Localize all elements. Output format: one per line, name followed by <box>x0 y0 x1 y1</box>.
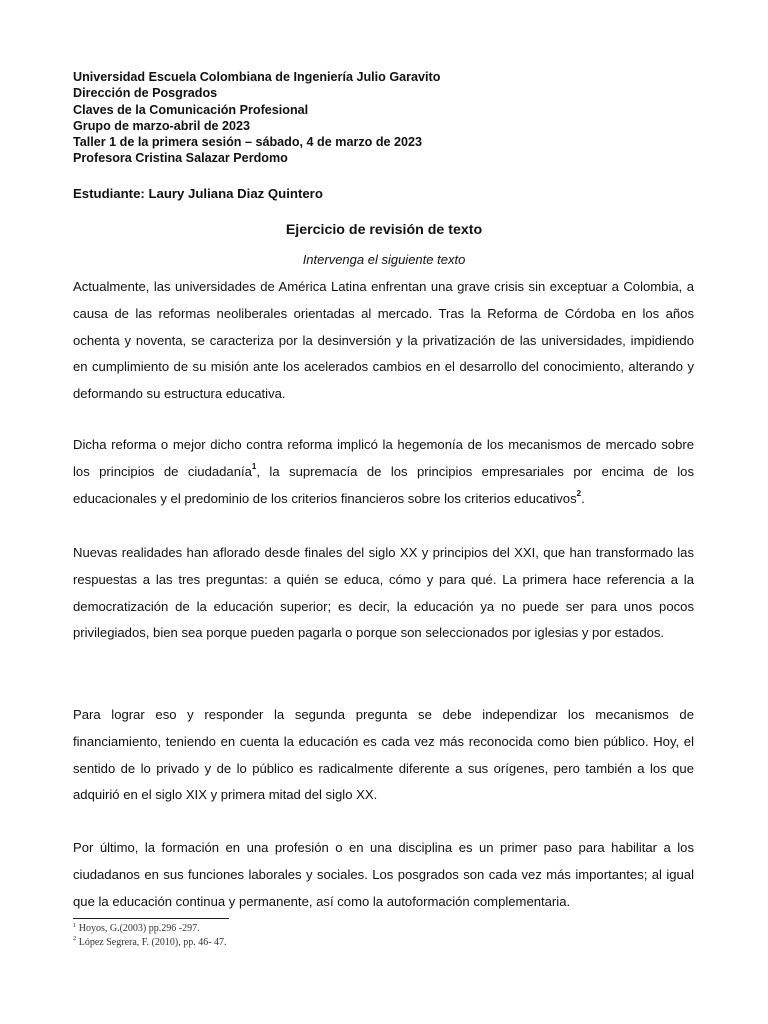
paragraph-2-part-a: Dicha reforma o mejor dicho contra reforma implicó la hegemonía de los mecanismos de mercado sobre los principios de ciudadanía <box>73 437 694 479</box>
paragraph-3 <box>73 540 694 647</box>
paragraph-2-part-b: , la supremacía de los principios empresariales por encima de los educacionales y el predominio de los criterios financieros sobre los criterios educativos <box>73 463 694 506</box>
footnote-1-text: Hoyos, G.(2003) pp.296 -297. <box>76 923 200 934</box>
footnote-1 <box>73 922 473 936</box>
exercise-title: Ejercicio de revisión de texto <box>285 222 483 238</box>
paragraph-1 <box>73 274 694 408</box>
course-name: Claves de la Comunicación Profesional <box>73 102 309 117</box>
group-name: Grupo de marzo-abril de 2023 <box>73 118 251 133</box>
department-name: Dirección de Posgrados <box>73 86 218 101</box>
exercise-instruction: Intervenga el siguiente texto <box>302 252 466 267</box>
footnotes <box>73 922 473 949</box>
paragraph-2-text <box>73 432 694 512</box>
footnote-separator <box>73 918 229 919</box>
paragraph-2 <box>73 432 694 512</box>
footnote-1-mark: 1 <box>73 921 77 929</box>
professor-name: Profesora Cristina Salazar Perdomo <box>73 151 288 166</box>
document-header <box>73 69 693 167</box>
university-name: Universidad Escuela Colombiana de Ingeniería Julio Garavito <box>73 70 441 84</box>
paragraph-4-text: Para lograr eso y responder la segunda pregunta se debe independizar los mecanismos de financiamiento, teniendo en cuenta la educación es cada vez más reconocida como bien público. Hoy, el sentido de lo privado y de lo público es radicalmente diferente a sus orígenes, pero también a los que adquirió en el siglo XIX y primera mitad del siglo XX. <box>73 707 694 803</box>
paragraph-2-part-c: . <box>581 490 585 506</box>
paragraph-1-text: Actualmente, las universidades de América Latina enfrentan una grave crisis sin exceptuar a Colombia, a causa de las reformas neoliberales orientadas al mercado. Tras la Reforma de Córdoba en los años ochenta y noventa, se caracteriza por la desinversión y la privatización de las universidades, impidiendo en cumplimiento de su misión ante los acelerados cambios en el desarrollo del conocimiento, alterando y deformando su estructura educativa. <box>73 279 694 402</box>
paragraph-3-text: Nuevas realidades han aflorado desde finales del siglo XX y principios del XXI, que han transformado las respuestas a las tres preguntas: a quién se educa, cómo y para qué. La primera hace referencia a la democratización de la educación superior; es decir, la educación ya no puede ser para unos pocos privilegiados, bien sea porque pueden pagarla o porque son seleccionados por iglesias y por estados. <box>73 545 694 641</box>
footnote-2 <box>73 936 473 950</box>
paragraph-5 <box>73 835 694 915</box>
footnote-2-mark: 2 <box>73 935 77 943</box>
footnote-ref-2: 2 <box>576 489 582 499</box>
footnote-ref-1: 1 <box>251 462 257 472</box>
workshop-session: Taller 1 de la primera sesión – sábado, 4 de marzo de 2023 <box>73 135 423 150</box>
paragraph-4 <box>73 702 694 809</box>
paragraph-5-text: Por último, la formación en una profesión o en una disciplina es un primer paso para habilitar a los ciudadanos en sus funciones laborales y sociales. Los posgrados son cada vez más importantes; al igual que la educación continua y permanente, así como la autoformación complementaria. <box>73 840 694 909</box>
student-name: Estudiante: Laury Juliana Diaz Quintero <box>73 186 323 201</box>
footnote-2-text: López Segrera, F. (2010), pp. 46- 47. <box>76 936 227 948</box>
